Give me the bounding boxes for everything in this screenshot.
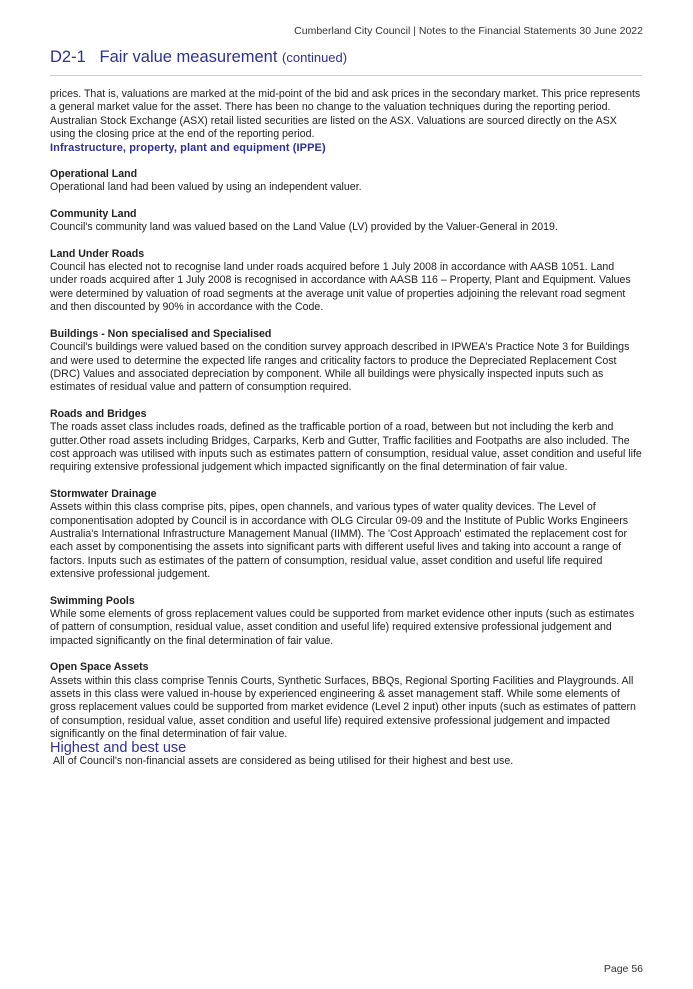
title-divider xyxy=(50,75,642,76)
section-body: Council's buildings were valued based on the condition survey approach described in IPWEA's Practice Note 3 for Buildings and were used to determine the expected life ranges and criticality factors to produce the Depreciated Replacement Cost (DRC) Values and associated depreciation by component. While all buildings were physically inspected inputs such as estimates of residual value and pattern of consumption required. xyxy=(50,341,630,394)
section-body: Council has elected not to recognise land under roads acquired before 1 July 2008 in accordance with AASB 1051. Land under roads acquired after 1 July 2008 is recognised in accordance with AASB 116 – Property, Plant and Equipment. Values were determined by valuation of road segments at the average unit value of properties adjoining the relevant road segment and then discounted by 90% in accordance with the Code. xyxy=(50,261,631,314)
section-body: The roads asset class includes roads, defined as the trafficable portion of a road, between but not including the kerb and gutter.Other road assets including Bridges, Carparks, Kerb and Gutter, Traffic facilities and Footpaths are also included. The cost approach was utilised with inputs such as estimates pattern of consumption, residual value, asset condition and useful life requiring extensive professional judgement which impacted significantly on the final determination of fair value. xyxy=(50,421,642,474)
section-buildings xyxy=(50,328,643,395)
section-heading: Swimming Pools xyxy=(50,594,135,607)
page-number: Page 56 xyxy=(603,963,643,975)
section-heading: Roads and Bridges xyxy=(50,407,147,420)
section-heading: Open Space Assets xyxy=(50,661,149,674)
section-heading: Buildings - Non specialised and Specialised xyxy=(50,327,272,340)
main-content xyxy=(50,88,643,768)
title-code: D2-1 xyxy=(50,48,86,66)
section-roads-and-bridges xyxy=(50,408,643,475)
section-body: Assets within this class comprise Tennis Courts, Synthetic Surfaces, BBQs, Regional Sporting Facilities and Playgrounds. All assets in this class were valued in-house by experienced engineering & asset management staff. While some elements of gross replacement values could be supported from market evidence (Level 2 input) other inputs (such as estimates of pattern of consumption, residual value, asset condition and useful life) required extensive professional judgement and impacted significantly on the final determination of fair value. xyxy=(50,674,636,741)
section-body: Assets within this class comprise pits, pipes, open channels, and various types of water quality devices. The Level of componentisation adopted by Council is in accordance with OLG Circular 09-09 and the Institute of Public Works Engineers Australia's International Infrastructure Management Manual (IIMM). The 'Cost Approach' estimated the replacement cost for each asset by componentising the assets into significant parts with different useful lives and taking into account a range of factors. Inputs such as estimates of the pattern of consumption, residual value, asset condition and useful life required extensive professional judgement. xyxy=(50,501,629,581)
highest-best-use-heading: Highest and best use xyxy=(50,739,187,756)
section-heading: Stormwater Drainage xyxy=(50,487,157,500)
section-land-under-roads xyxy=(50,248,643,315)
section-body: While some elements of gross replacement values could be supported from market evidence other inputs (such as estimates of pattern of consumption, residual value, asset condition and useful life) required extensive professional judgement and impacted significantly on the final determination of fair value. xyxy=(50,608,635,647)
running-header: Cumberland City Council | Notes to the Financial Statements 30 June 2022 xyxy=(294,25,643,37)
section-stormwater-drainage xyxy=(50,488,643,582)
section-swimming-pools xyxy=(50,595,643,649)
section-heading: Operational Land xyxy=(50,168,138,181)
highest-best-use-body: All of Council's non-financial assets are considered as being utilised for their highest and best use. xyxy=(53,755,514,768)
section-body: Operational land had been valued by using an independent valuer. xyxy=(50,181,362,194)
section-community-land xyxy=(50,208,643,235)
ippe-heading: Infrastructure, property, plant and equipment (IPPE) xyxy=(50,141,326,154)
section-body: Council's community land was valued based on the Land Value (LV) provided by the Valuer-General in 2019. xyxy=(50,221,558,234)
intro-paragraph: prices. That is, valuations are marked at the mid-point of the bid and ask prices in the secondary market. This price represents a general market value for the asset. There has been no change to the valuation techniques during the reporting period. Australian Stock Exchange (ASX) retail listed securities are listed on the ASX. Valuations are sourced directly on the ASX using the closing price at the end of the reporting period. xyxy=(50,88,641,141)
section-operational-land xyxy=(50,168,643,195)
page-title xyxy=(50,48,347,67)
section-open-space-assets xyxy=(50,661,643,741)
title-suffix: (continued) xyxy=(282,50,348,65)
section-heading: Land Under Roads xyxy=(50,247,145,260)
section-heading: Community Land xyxy=(50,207,137,220)
title-text: Fair value measurement xyxy=(99,48,278,66)
